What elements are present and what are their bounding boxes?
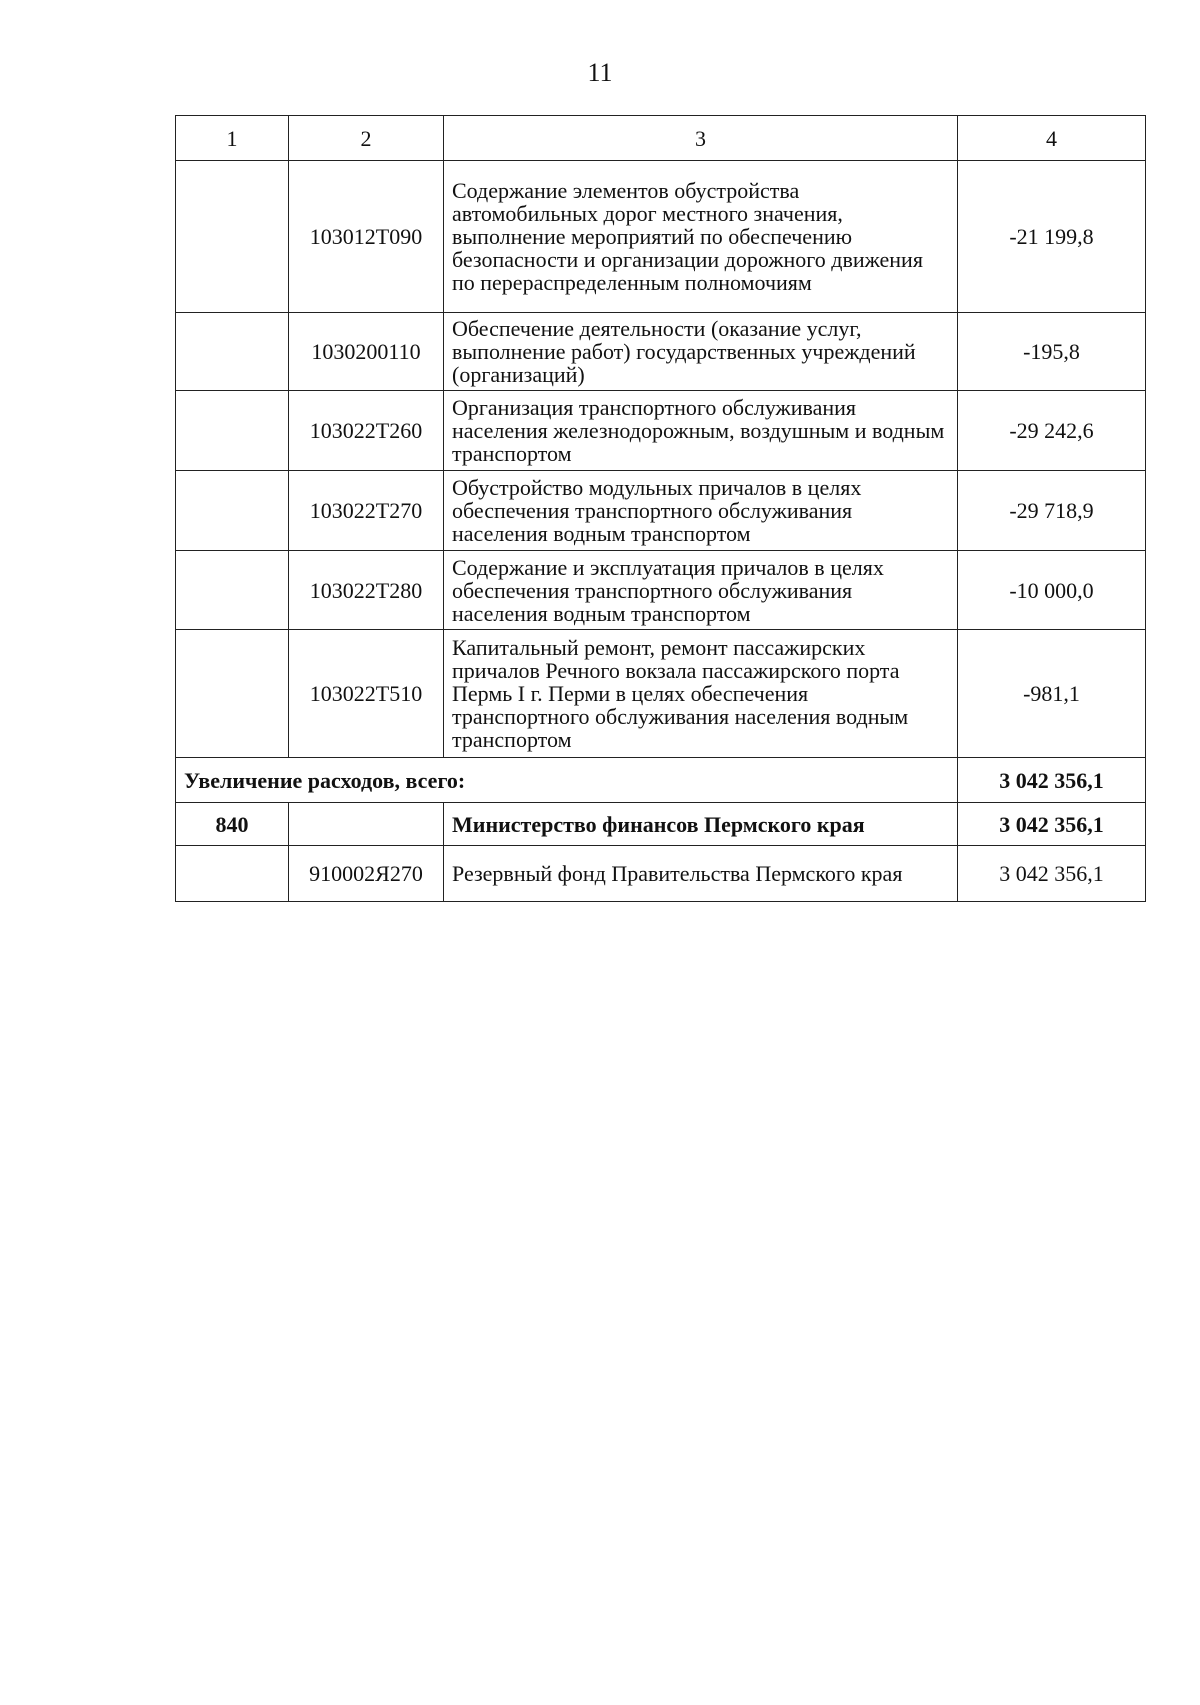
- row-col1-cell: [176, 471, 289, 551]
- table-row: [176, 313, 1146, 391]
- table-row: [176, 161, 1146, 313]
- amount-cell: 3 042 356,1: [958, 846, 1146, 902]
- budget-code-cell: 910002Я270: [289, 846, 444, 902]
- description-cell: Резервный фонд Правительства Пермского края: [444, 846, 958, 902]
- total-row: [176, 758, 1146, 803]
- description-cell: Обеспечение деятельности (оказание услуг, выполнение работ) государственных учреждений (организаций): [444, 313, 958, 391]
- row-col1-cell: [176, 391, 289, 471]
- table-row: [176, 846, 1146, 902]
- department-amount: 3 042 356,1: [958, 803, 1146, 846]
- row-col1-cell: [176, 846, 289, 902]
- table-row: [176, 630, 1146, 758]
- column-header-3: 3: [444, 116, 958, 161]
- budget-code-cell: 1030200110: [289, 313, 444, 391]
- department-name: Министерство финансов Пермского края: [444, 803, 958, 846]
- budget-code-cell: 103022Т510: [289, 630, 444, 758]
- row-col1-cell: [176, 161, 289, 313]
- total-amount: 3 042 356,1: [958, 758, 1146, 803]
- page-number: 11: [587, 58, 613, 87]
- department-code: 840: [176, 803, 289, 846]
- column-header-4: 4: [958, 116, 1146, 161]
- description-cell: Содержание элементов обустройства автомобильных дорог местного значения, выполнение мероприятий по обеспечению безопасности и организации дорожного движения по перераспределенным полномочиям: [444, 161, 958, 313]
- description-cell: Содержание и эксплуатация причалов в целях обеспечения транспортного обслуживания населения водным транспортом: [444, 551, 958, 630]
- description-cell: Обустройство модульных причалов в целях обеспечения транспортного обслуживания населения водным транспортом: [444, 471, 958, 551]
- budget-table: [175, 115, 1146, 902]
- amount-cell: -981,1: [958, 630, 1146, 758]
- amount-cell: -29 718,9: [958, 471, 1146, 551]
- description-cell: Капитальный ремонт, ремонт пассажирских причалов Речного вокзала пассажирского порта Пермь I г. Перми в целях обеспечения транспортного обслуживания населения водным транспортом: [444, 630, 958, 758]
- row-col1-cell: [176, 551, 289, 630]
- table-row: [176, 471, 1146, 551]
- budget-code-cell: 103012Т090: [289, 161, 444, 313]
- budget-code-cell: 103022Т270: [289, 471, 444, 551]
- row-col1-cell: [176, 313, 289, 391]
- table-row: [176, 551, 1146, 630]
- row-col1-cell: [176, 630, 289, 758]
- amount-cell: -10 000,0: [958, 551, 1146, 630]
- department-empty-cell: [289, 803, 444, 846]
- amount-cell: -195,8: [958, 313, 1146, 391]
- column-header-2: 2: [289, 116, 444, 161]
- budget-code-cell: 103022Т280: [289, 551, 444, 630]
- amount-cell: -29 242,6: [958, 391, 1146, 471]
- description-cell: Организация транспортного обслуживания населения железнодорожным, воздушным и водным транспортом: [444, 391, 958, 471]
- table-row: [176, 391, 1146, 471]
- table-header-row: [176, 116, 1146, 161]
- total-label: Увеличение расходов, всего:: [176, 758, 958, 803]
- amount-cell: -21 199,8: [958, 161, 1146, 313]
- column-header-1: 1: [176, 116, 289, 161]
- budget-code-cell: 103022Т260: [289, 391, 444, 471]
- department-row: [176, 803, 1146, 846]
